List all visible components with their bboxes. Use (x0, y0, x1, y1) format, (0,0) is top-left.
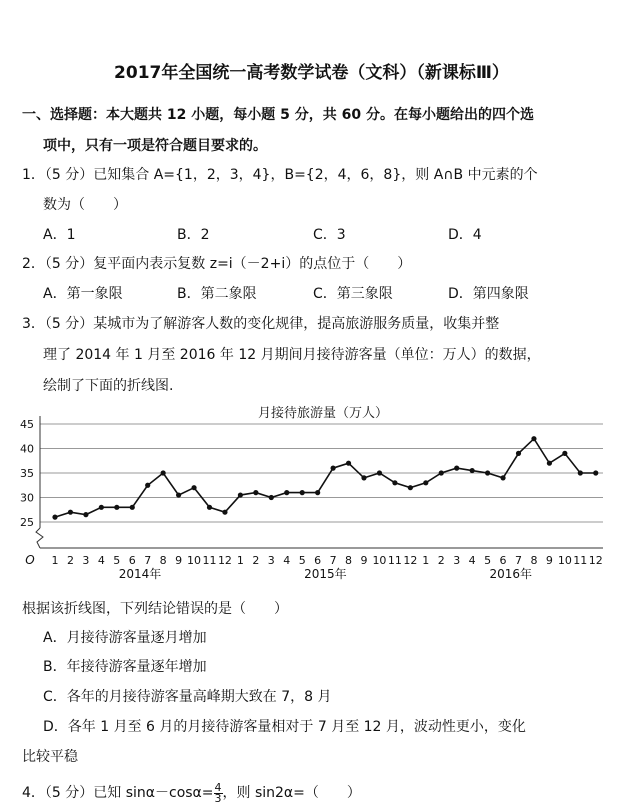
x-tick-label: 1 (422, 554, 430, 567)
data-point (562, 451, 567, 456)
data-point (531, 436, 536, 441)
question-1-option-b: B．2 (177, 227, 210, 243)
question-3-prompt: 根据该折线图，下列结论错误的是（ ） (22, 601, 288, 617)
x-tick-label: 9 (175, 554, 183, 567)
x-tick-label: 2 (252, 554, 260, 567)
data-point (470, 468, 475, 473)
question-4-prefix: 4．（5 分）已知 sinα－cosα= (22, 785, 214, 801)
question-2-option-c: C．第三象限 (313, 286, 393, 302)
x-tick-label: 7 (515, 554, 522, 567)
data-point (423, 480, 428, 485)
x-tick-label: 7 (144, 554, 152, 567)
data-point (315, 490, 320, 495)
x-tick-label: 1 (51, 554, 59, 567)
question-2-option-a: A．第一象限 (43, 286, 123, 302)
x-tick-label: 2 (66, 554, 74, 567)
axis-break (36, 528, 43, 548)
question-4-fraction (214, 780, 223, 805)
data-point (269, 495, 274, 500)
question-3-line2: 理了 2014 年 1 月至 2016 年 12 月期间月接待游客量（单位：万人）的数据， (43, 347, 541, 363)
x-tick-label: 5 (113, 554, 121, 567)
fraction-denominator: 3 (214, 791, 222, 805)
data-point (500, 475, 505, 480)
section-heading-line1: 一、选择题：本大题共 12 小题，每小题 5 分，共 60 分。在每小题给出的四个选 (22, 107, 534, 123)
data-point (547, 461, 552, 466)
question-3-option-d-line2: 比较平稳 (22, 749, 78, 765)
data-point (346, 461, 351, 466)
question-3-option-c: C．各年的月接待游客量高峰期大致在 7，8 月 (43, 689, 332, 705)
line-chart (0, 400, 623, 590)
data-point (408, 485, 413, 490)
data-point (99, 505, 104, 510)
x-tick-label: 3 (453, 554, 461, 567)
y-tick-label-30: 30 (20, 491, 34, 505)
x-tick-label: 4 (97, 554, 105, 567)
data-point (300, 490, 305, 495)
series-line (55, 439, 596, 517)
data-point (361, 475, 366, 480)
data-point (593, 470, 598, 475)
data-point (176, 492, 181, 497)
data-point (238, 492, 243, 497)
fraction-numerator: 4 (214, 780, 222, 794)
question-3-line1: 3．（5 分）某城市为了解游客人数的变化规律，提高旅游服务质量，收集并整 (22, 316, 500, 332)
y-tick-label-25: 25 (20, 516, 34, 529)
data-point (284, 490, 289, 495)
data-point (83, 512, 88, 517)
x-tick-label: 12 (403, 554, 418, 567)
x-tick-label: 4 (468, 554, 476, 567)
x-tick-label: 9 (545, 554, 553, 567)
x-tick-label: 3 (267, 554, 275, 567)
x-tick-label: 10 (187, 554, 202, 567)
x-tick-label: 7 (329, 554, 337, 567)
data-point (130, 505, 135, 510)
question-1-option-c: C．3 (313, 227, 346, 243)
data-point (578, 470, 583, 475)
x-tick-label: 12 (217, 554, 232, 567)
x-tick-label: 6 (314, 554, 322, 567)
paper-title: 2017年全国统一高考数学试卷（文科）（新课标Ⅲ） (114, 63, 509, 83)
x-tick-label: 11 (573, 554, 588, 567)
y-tick-label-40: 40 (20, 442, 34, 456)
year-label: 2014年 (118, 567, 162, 581)
question-3-option-b: B．年接待游客量逐年增加 (43, 659, 207, 675)
data-point (454, 466, 459, 471)
year-label: 2015年 (304, 567, 347, 581)
question-1-option-a: A．1 (43, 227, 76, 243)
x-tick-label: 5 (484, 554, 492, 567)
data-point (331, 466, 336, 471)
data-point (222, 510, 227, 515)
y-tick-label-35: 35 (20, 467, 34, 480)
question-1-option-d: D．4 (448, 227, 482, 243)
question-3-option-d-line1: D．各年 1 月至 6 月的月接待游客量相对于 7 月至 12 月，波动性更小，变化 (43, 719, 526, 735)
x-tick-label: 10 (372, 554, 387, 567)
question-3-line3: 绘制了下面的折线图. (43, 378, 174, 394)
x-tick-label: 10 (557, 554, 572, 567)
data-point (161, 470, 166, 475)
data-point (392, 480, 397, 485)
x-tick-label: 1 (236, 554, 244, 567)
question-2-option-d: D．第四象限 (448, 286, 529, 302)
data-point (191, 485, 196, 490)
question-1-line2: 数为（ ） (43, 197, 127, 213)
data-point (52, 515, 57, 520)
x-tick-label: 2 (437, 554, 445, 567)
data-point (145, 483, 150, 488)
data-point (516, 451, 521, 456)
x-tick-label: 11 (202, 554, 217, 567)
year-label: 2016年 (489, 567, 533, 581)
question-2-line1: 2．（5 分）复平面内表示复数 z=i（－2+i）的点位于（ ） (22, 256, 412, 272)
x-tick-label: 9 (360, 554, 368, 567)
section-heading-line2: 项中，只有一项是符合题目要求的。 (43, 138, 267, 154)
data-point (439, 470, 444, 475)
origin-label: O (25, 553, 35, 567)
data-point (114, 505, 119, 510)
data-point (377, 470, 382, 475)
question-3-option-a: A．月接待游客量逐月增加 (43, 630, 207, 646)
x-tick-label: 12 (588, 554, 603, 567)
x-tick-label: 11 (387, 554, 402, 567)
question-4-line1 (22, 782, 361, 804)
data-point (253, 490, 258, 495)
x-tick-label: 8 (159, 554, 167, 567)
data-point (207, 505, 212, 510)
data-point (68, 510, 73, 515)
chart-title: 月接待旅游量（万人） (257, 406, 389, 421)
question-2-option-b: B．第二象限 (177, 286, 257, 302)
x-tick-label: 6 (499, 554, 507, 567)
x-tick-label: 5 (298, 554, 306, 567)
question-1-line1: 1．（5 分）已知集合 A={1，2，3，4}，B={2，4，6，8}，则 A∩B 中元素的个 (22, 167, 538, 183)
x-tick-label: 8 (345, 554, 353, 567)
x-tick-label: 6 (128, 554, 136, 567)
data-point (485, 470, 490, 475)
x-tick-label: 4 (283, 554, 291, 567)
x-tick-label: 8 (530, 554, 538, 567)
question-4-suffix: ，则 sin2α=（ ） (222, 785, 361, 801)
y-tick-label-45: 45 (20, 418, 34, 431)
x-tick-label: 3 (82, 554, 90, 567)
